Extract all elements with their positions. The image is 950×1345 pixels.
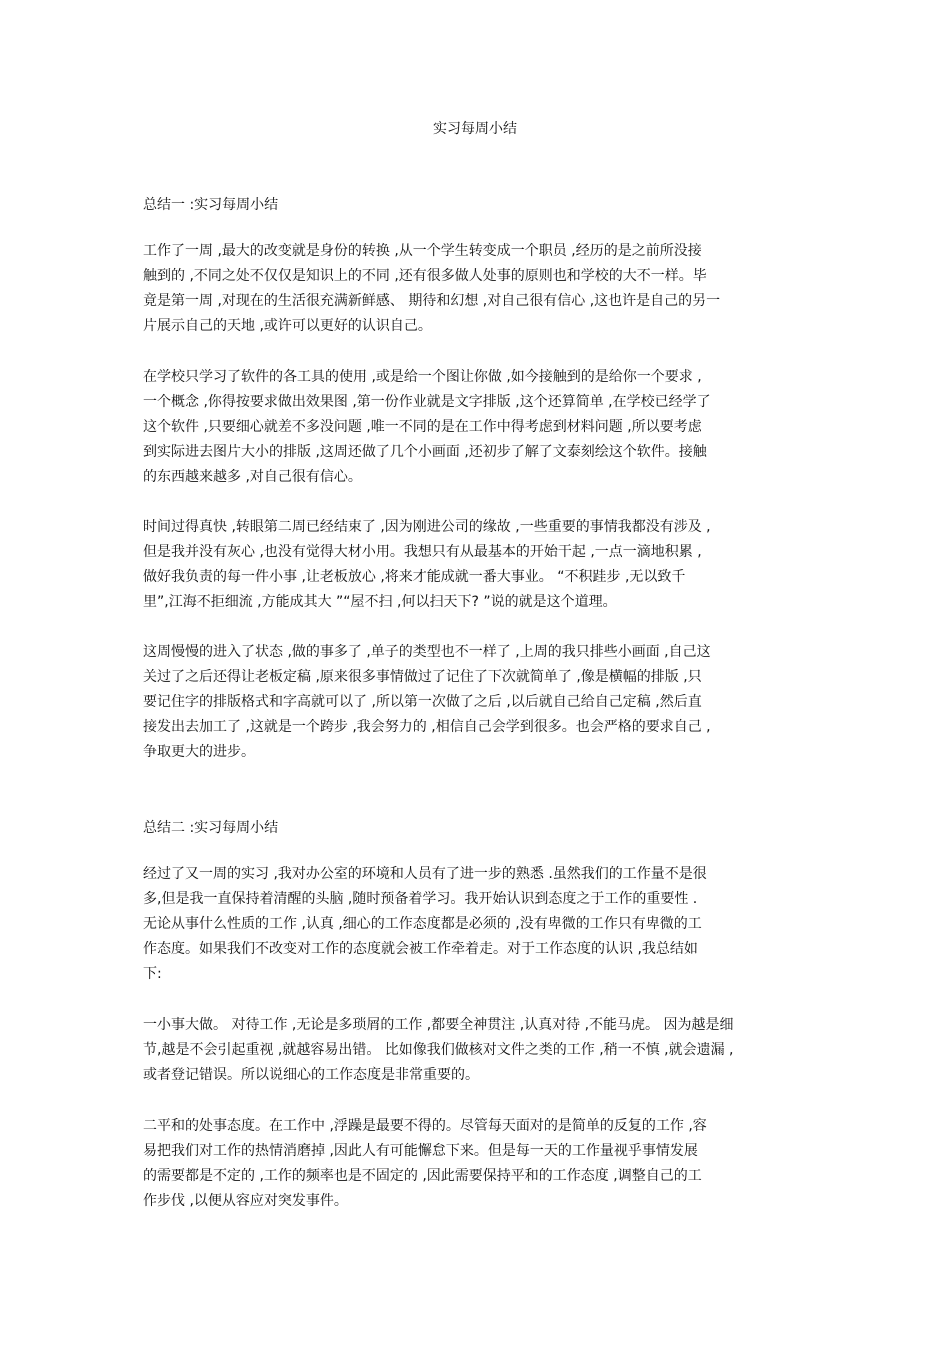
text-line: 要记住字的排版格式和字高就可以了 ,所以第一次做了之后 ,以后就自己给自己定稿 ,然后直 [143, 694, 702, 710]
text-line: 触到的 ,不同之处不仅仅是知识上的不同 ,还有很多做人处事的原则也和学校的大不一样。毕 [143, 268, 707, 284]
text-line: 工作了一周 ,最大的改变就是身份的转换 ,从一个学生转变成一个职员 ,经历的是之前所没接 [143, 243, 702, 259]
text-line: 接发出去加工了 ,这就是一个跨步 ,我会努力的 ,相信自己会学到很多。也会严格的要求自己 , [143, 719, 711, 735]
section-heading-1: 总结一 :实习每周小结 [143, 197, 279, 213]
text-line: 做好我负责的每一件小事 ,让老板放心 ,将来才能成就一番大事业。 “不积跬步 ,无以致千 [143, 569, 686, 585]
text-line: 易把我们对工作的热情消磨掉 ,因此人有可能懈怠下来。但是每一天的工作量视乎事情发展 [143, 1143, 698, 1159]
text-line: 里”,江海不拒细流 ,方能成其大 ”“屋不扫 ,何以扫天下? ”说的就是这个道理。 [143, 594, 617, 610]
text-line: 但是我并没有灰心 ,也没有觉得大材小用。我想只有从最基本的开始干起 ,一点一滴地积累 , [143, 544, 702, 560]
paragraph [143, 515, 823, 615]
text-line: 一小事大做。 对待工作 ,无论是多琐屑的工作 ,都要全神贯注 ,认真对待 ,不能马虎。 因为越是细 [143, 1017, 734, 1033]
text-line: 竟是第一周 ,对现在的生活很充满新鲜感、 期待和幻想 ,对自己很有信心 ,这也许是自己的另一 [143, 293, 721, 309]
paragraph [143, 365, 823, 490]
text-line: 的东西越来越多 ,对自己很有信心。 [143, 469, 362, 485]
paragraph [143, 862, 823, 987]
text-line: 这周慢慢的进入了状态 ,做的事多了 ,单子的类型也不一样了 ,上周的我只排些小画面 ,自己这 [143, 644, 711, 660]
text-line: 作态度。如果我们不改变对工作的态度就会被工作牵着走。对于工作态度的认识 ,我总结如 [143, 941, 698, 957]
paragraph [143, 1013, 823, 1088]
paragraph [143, 640, 823, 765]
text-line: 在学校只学习了软件的各工具的使用 ,或是给一个图让你做 ,如今接触到的是给你一个要求 , [143, 369, 702, 385]
paragraph [143, 1114, 823, 1214]
section-heading-2: 总结二 :实习每周小结 [143, 820, 279, 836]
text-line: 下: [143, 966, 162, 982]
text-line: 无论从事什么性质的工作 ,认真 ,细心的工作态度都是必须的 ,没有卑微的工作只有卑微的工 [143, 916, 702, 932]
text-line: 节,越是不会引起重视 ,就越容易出错。 比如像我们做核对文件之类的工作 ,稍一不慎 ,就会遗漏 , [143, 1042, 734, 1058]
paragraph [143, 239, 823, 339]
text-line: 一个概念 ,你得按要求做出效果图 ,第一份作业就是文字排版 ,这个还算简单 ,在学校已经学了 [143, 394, 711, 410]
text-line: 多,但是我一直保持着清醒的头脑 ,随时预备着学习。我开始认识到态度之于工作的重要性 . [143, 891, 698, 907]
page-title: 实习每周小结 [433, 121, 517, 137]
text-line: 争取更大的进步。 [143, 744, 255, 760]
text-line: 或者登记错误。所以说细心的工作态度是非常重要的。 [143, 1067, 479, 1083]
text-line: 二平和的处事态度。在工作中 ,浮躁是最要不得的。尽管每天面对的是简单的反复的工作 ,容 [143, 1118, 707, 1134]
text-line: 的需要都是不定的 ,工作的频率也是不固定的 ,因此需要保持平和的工作态度 ,调整自己的工 [143, 1168, 702, 1184]
text-line: 时间过得真快 ,转眼第二周已经结束了 ,因为刚进公司的缘故 ,一些重要的事情我都没有涉及 , [143, 519, 711, 535]
text-line: 关过了之后还得让老板定稿 ,原来很多事情做过了记住了下次就简单了 ,像是横幅的排版 ,只 [143, 669, 702, 685]
text-line: 这个软件 ,只要细心就差不多没问题 ,唯一不同的是在工作中得考虑到材料问题 ,所以要考虑 [143, 419, 702, 435]
text-line: 作步伐 ,以便从容应对突发事件。 [143, 1193, 348, 1209]
text-line: 经过了又一周的实习 ,我对办公室的环境和人员有了进一步的熟悉 .虽然我们的工作量不是很 [143, 866, 707, 882]
text-line: 片展示自己的天地 ,或许可以更好的认识自己。 [143, 318, 432, 334]
text-line: 到实际进去图片大小的排版 ,这周还做了几个小画面 ,还初步了解了文泰刻绘这个软件。接触 [143, 444, 707, 460]
